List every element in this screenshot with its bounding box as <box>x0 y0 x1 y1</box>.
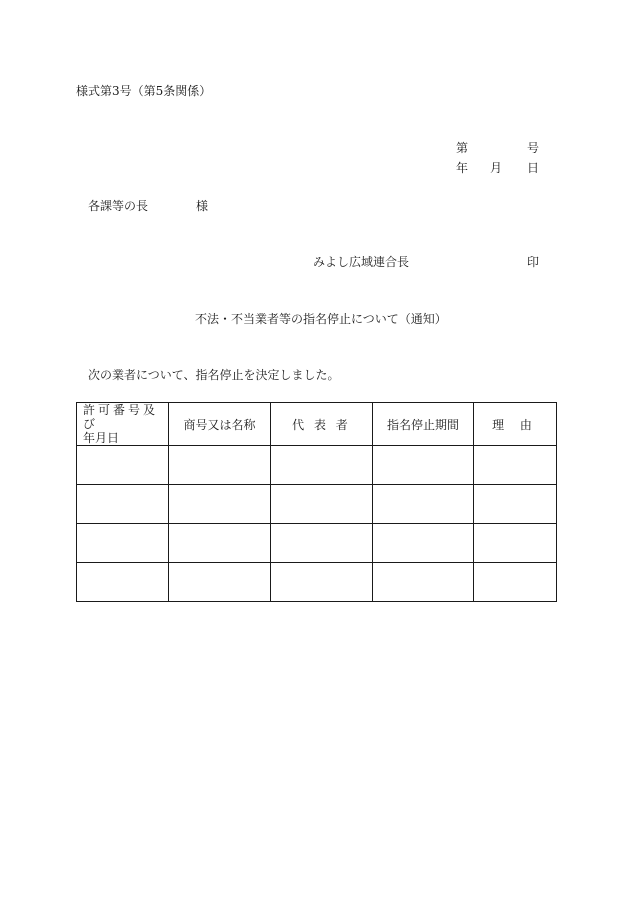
table-row <box>77 563 557 602</box>
table-row <box>77 524 557 563</box>
table-cell <box>169 446 271 485</box>
table-cell <box>373 485 474 524</box>
sender-name: みよし広域連合長 <box>313 255 410 269</box>
suspension-table <box>76 402 557 602</box>
table-cell <box>77 485 169 524</box>
table-cell <box>373 524 474 563</box>
table-cell <box>474 524 557 563</box>
form-title: 様式第3号（第5条関係） <box>76 84 212 98</box>
table-cell <box>474 563 557 602</box>
table-cell <box>271 485 373 524</box>
date-year-label: 年 <box>456 161 469 175</box>
table-cell <box>271 524 373 563</box>
body-text: 次の業者について、指名停止を決定しました。 <box>88 368 340 382</box>
table-cell <box>271 563 373 602</box>
seal-mark: 印 <box>527 255 540 269</box>
table-row <box>77 446 557 485</box>
doc-number-prefix: 第 <box>456 141 469 155</box>
table-cell <box>271 446 373 485</box>
header-period: 指名停止期間 <box>373 403 474 446</box>
table-cell <box>169 524 271 563</box>
recipient-honorific: 様 <box>196 199 209 213</box>
table-row <box>77 485 557 524</box>
doc-number-suffix: 号 <box>527 141 540 155</box>
header-permit-line2: 年月日 <box>83 431 120 445</box>
table-cell <box>474 446 557 485</box>
table-cell <box>373 563 474 602</box>
table-cell <box>77 563 169 602</box>
table-cell <box>169 485 271 524</box>
header-permit-line1: 許可番号及び <box>83 403 159 431</box>
table-cell <box>373 446 474 485</box>
date-month-label: 月 <box>490 161 503 175</box>
table-cell <box>77 524 169 563</box>
header-company: 商号又は名称 <box>169 403 271 446</box>
table-cell <box>169 563 271 602</box>
table-cell <box>474 485 557 524</box>
table-header-row <box>77 403 557 446</box>
header-permit <box>77 403 169 446</box>
recipient-name: 各課等の長 <box>88 199 149 213</box>
header-reason: 理 由 <box>474 403 557 446</box>
table-cell <box>77 446 169 485</box>
date-day-label: 日 <box>527 161 540 175</box>
header-representative: 代 表 者 <box>271 403 373 446</box>
document-title: 不法・不当業者等の指名停止について（通知） <box>195 312 447 326</box>
